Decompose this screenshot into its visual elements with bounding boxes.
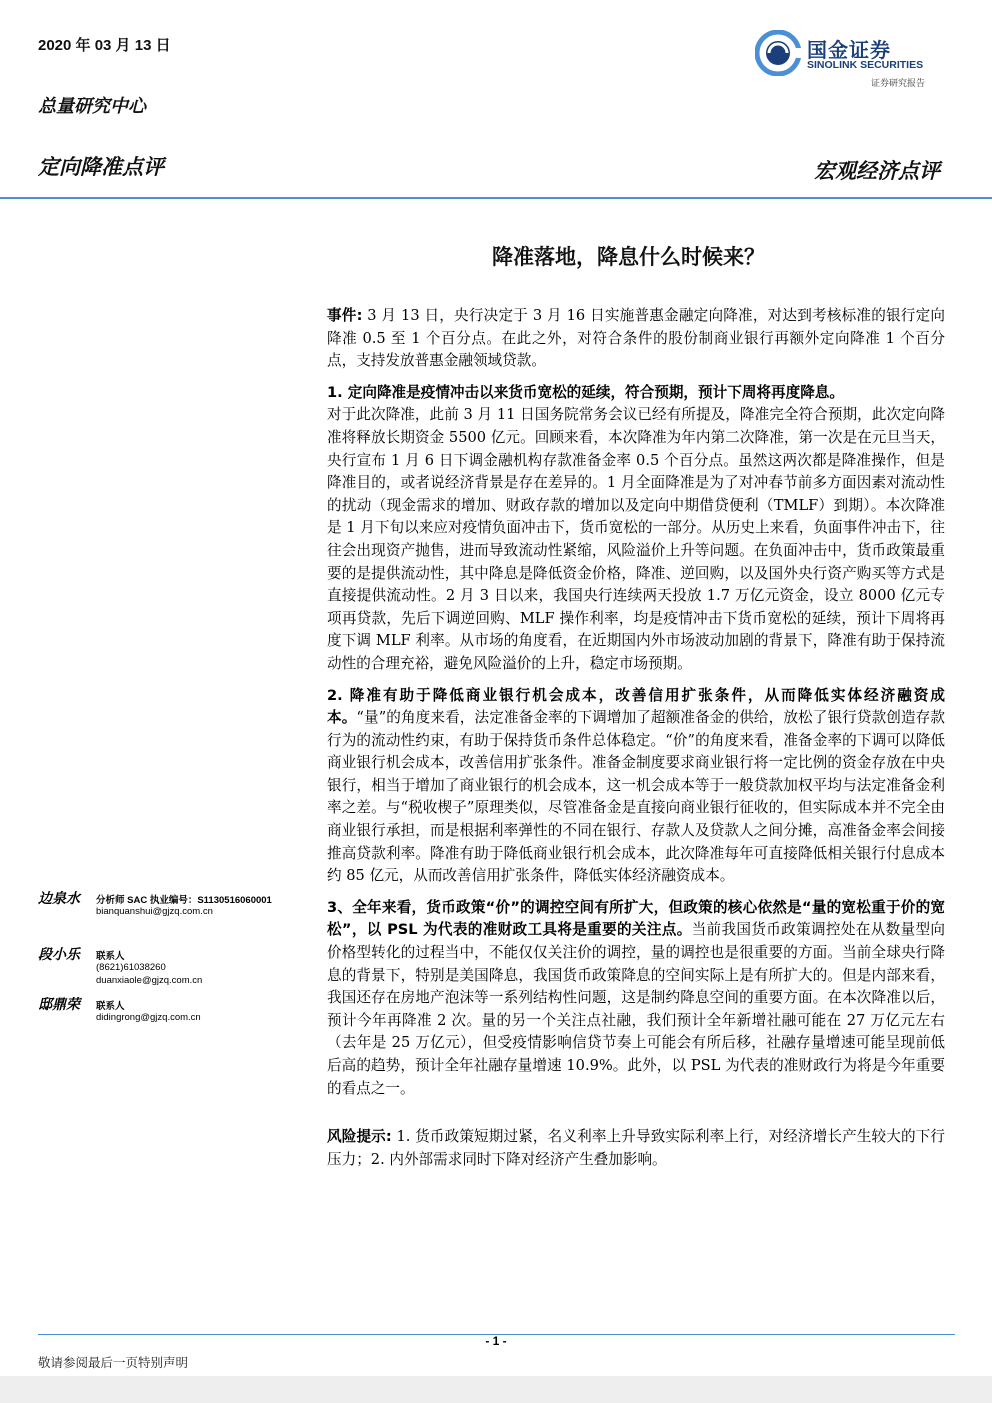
report-category-title: 宏观经济点评 [814,158,940,183]
footer-band [0,1376,992,1403]
event-text: 3 月 13 日，央行决定于 3 月 16 日实施普惠金融定向降准，对达到考核标准的银行定向降准 0.5 至 1 个百分点。在此之外，对符合条件的股份制商业银行再额外定向降准 1 个百分点，支持发放普惠金融领域贷款。 [327,307,945,370]
analyst-name: 段小乐 [38,947,80,963]
logo-name-en: SINOLINK SECURITIES [807,59,924,71]
event-label: 事件: [327,307,363,324]
report-type-title: 定向降准点评 [38,154,164,179]
page-number: - 1 - [485,1334,507,1348]
analyst-email[interactable]: bianquanshui@gjzq.com.cn [96,906,213,917]
section-heading-1: 1. 定向降准是疫情冲击以来货币宽松的延续，符合预期，预计下周将再度降息。 [327,383,844,401]
analyst-entry [38,888,308,944]
analyst-list [38,888,308,1050]
header-divider [0,197,992,199]
section-heading-2: 2. 降准有助于降低商业银行机会成本，改善信用扩张条件，从而降低实体经济融资成本。 [327,686,945,727]
section-text-3: 当前我国货币政策调控处在从数量型向价格型转化的过程当中，不能仅仅关注价的调控，量的调控也是很重要的方面。当前全球央行降息的背景下，特别是美国降息，我国货币政策降息的空间实际上是有所扩大的。但是内部来看，我国还存在房地产泡沫等一系列结构性问题，这是制约降息空间的重要方面。在本次降准以后，预计今年再降准 2 次。量的另一个关注点社融，我们预计全年新增社融可能在 27 万亿元左右（去年是 25 万亿元），但受疫情影响信贷节奏上可能会有所后移，社融存量增速可能呈现前低后高的趋势，预计全年社融存量增速 10.9%。此外，以 PSL 为代表的准财政行为将是今年重要的看点之一。 [327,921,945,1097]
risk-text: 1. 货币政策短期过紧，名义利率上升导致实际利率上行，对经济增长产生较大的下行压力；2. 内外部需求同时下降对经济产生叠加影响。 [327,1128,945,1168]
section-heading-3: 3、全年来看，货币政策“价”的调控空间有所扩大，但政策的核心依然是“量的宽松重于价的宽松”，以 PSL 为代表的准财政工具将是重要的关注点。 [327,898,945,939]
report-body [327,305,945,1171]
report-date: 2020 年 03 月 13 日 [38,37,171,54]
company-logo [755,30,950,90]
analyst-entry [38,944,308,994]
report-headline: 降准落地，降息什么时候来？ [492,245,765,269]
analyst-role: 联系人 [96,951,125,962]
risk-paragraph [327,1126,945,1171]
department-name: 总量研究中心 [38,96,146,117]
sinolink-logo-icon [755,30,801,76]
analyst-email[interactable]: didingrong@gjzq.com.cn [96,1012,201,1023]
section-paragraph-2 [327,685,945,888]
disclaimer-note: 敬请参阅最后一页特别声明 [38,1355,189,1370]
analyst-role: 联系人 [96,1001,125,1012]
analyst-phone: (8621)61038260 [96,962,166,973]
analyst-role: 分析师 SAC 执业编号：S1130516060001 [96,895,272,906]
section-text-1: 对于此次降准，此前 3 月 11 日国务院常务会议已经有所提及，降准完全符合预期，此次定向降准将释放长期资金 5500 亿元。回顾来看，本次降准为年内第二次降准，第一次是在元旦当天，央行宣布 1 月 6 日下调金融机构存款准备金率 0.5 个百分点。虽然这两次都是降准操作，但是降准目的，或者说经济背景是存在差异的。1 月全面降准是为了对冲春节前多方面因素对流动性的扰动（现金需求的增加、财政存款的增加以及定向中期借贷便利（TMLF）到期）。本次降准是 1 月下旬以来应对疫情负面冲击下，货币宽松的一部分。从历史上来看，负面事件冲击下，往往会出现资产抛售，进而导致流动性紧缩，风险溢价上升等问题。在负面冲击中，货币政策最重要的是提供流动性，其中降息是降低资金价格，降准、逆回购，以及国外央行资产购买等方式是直接提供流动性。2 月 3 日以来，我国央行连续两天投放 1.7 万亿元资金，设立 8000 亿元专项再贷款，先后下调逆回购、MLF 操作利率，均是疫情冲击下货币宽松的延续，预计下周将再度下调 MLF 利率。从市场的角度看，在近期国内外市场波动加剧的背景下，降准有助于保持流动性的合理充裕，避免风险溢价的上升，稳定市场预期。 [327,406,945,672]
section-paragraph-1 [327,382,945,676]
analyst-name: 边泉水 [38,891,80,907]
section-text-2: “量”的角度来看，法定准备金率的下调增加了超额准备金的供给，放松了银行贷款创造存款行为的流动性约束，有助于保持货币条件总体稳定。“价”的角度来看，准备金率的下调可以降低商业银行机会成本，改善信用扩张条件。准备金制度要求商业银行将一定比例的资金存放在中央银行，相当于增加了商业银行的机会成本，这一机会成本等于一般贷款加权平均与法定准备金利率之差。与“税收楔子”原理类似，尽管准备金是直接向商业银行征收的，但实际成本并不完全由商业银行承担，而是根据利率弹性的不同在银行、存款人及贷款人之间分摊，高准备金率会间接推高贷款利率。降准有助于降低商业银行机会成本，此次降准每年可直接降低相关银行付息成本约 85 亿元，从而改善信用扩张条件，降低实体经济融资成本。 [327,709,945,885]
analyst-entry [38,994,308,1050]
section-paragraph-3 [327,897,945,1100]
risk-label: 风险提示: [327,1128,392,1146]
analyst-name: 邸鼎荣 [38,997,80,1013]
logo-name-cn: 国金证券 [807,38,891,62]
logo-subtitle: 证券研究报告 [871,79,926,89]
analyst-email[interactable]: duanxiaole@gjzq.com.cn [96,975,203,986]
event-paragraph [327,305,945,373]
